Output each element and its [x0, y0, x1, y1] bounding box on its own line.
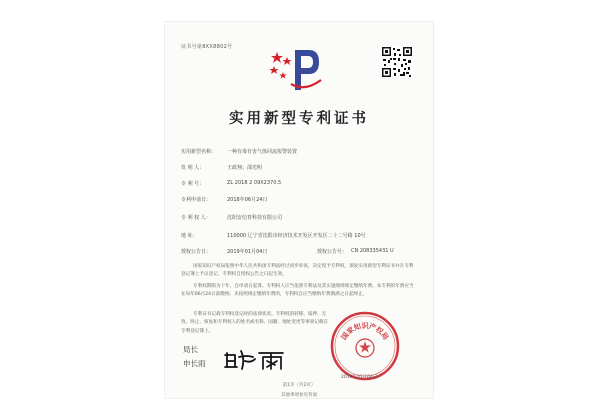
- certificate-title: 实用新型专利证书: [229, 110, 369, 127]
- patent-certificate: [165, 22, 433, 398]
- legal-status-paragraph: [181, 311, 331, 336]
- legal-status-text: 专利证书记载专利权登记时的法律状况。专利权的转移、质押、无效、终止、恢复和专利权人的姓名或名称、国籍、地址变更等事项记载在专利登记簿上。: [181, 312, 329, 334]
- grant-date-label: 授权公告日：: [181, 249, 212, 255]
- grant-date-value: 2019年01月04日: [227, 249, 268, 255]
- patent-office-emblem-icon: [265, 44, 325, 96]
- patentee-value: 沈阳安信育科技有限公司: [227, 215, 283, 221]
- patent-number-value: ZL 2018 2 09X2370.5: [227, 180, 282, 186]
- grant-statement-text: 国家知识产权局依照中华人民共和国专利法经过初步审查，决定授予专利权，颁发实用新型专利证书并在专利登记簿上予以登记。专利权自授权公告之日起生效。: [181, 264, 414, 278]
- director-title: 局长: [183, 345, 198, 354]
- signature-icon: [223, 347, 288, 372]
- address-value: 110000 辽宁省沈阳市经济技术开发区开发区二十二号路 10号: [227, 233, 366, 239]
- grant-number-value: CN 208335431 U: [351, 248, 394, 254]
- name-label: 实用新型名称：: [181, 149, 217, 155]
- inventor-label: 发 明 人：: [181, 165, 205, 171]
- grant-number-label: 授权公告号：: [317, 249, 348, 255]
- official-seal-icon: [329, 310, 401, 382]
- svg-text:国家知识产权局: [339, 321, 390, 341]
- seal-text: 国家知识产权局: [340, 322, 390, 342]
- term-paragraph: [181, 283, 417, 308]
- seal-date: 2019年01月04日: [341, 375, 378, 380]
- name-value: 一种有毒有害气体回流报警装置: [227, 149, 298, 155]
- patentee-label: 专 利 权 人：: [181, 215, 211, 221]
- patent-number-label: 专 利 号：: [181, 181, 205, 187]
- filing-date-label: 专利申请日：: [181, 197, 212, 203]
- footer-note: 其他事项参见背面: [281, 393, 317, 398]
- qr-code-icon: [381, 46, 413, 78]
- certificate-number: 证书号第8XX8802号: [181, 44, 233, 50]
- term-text: 专利权期限为十年，自申请日起算。专利权人应当依照专利法及其实施细则规定缴纳年费。本专利的年费应当在每年06月24日前缴纳。未按照规定缴纳年费的，专利权自应当缴纳年费期满之日起终止。: [181, 284, 414, 298]
- filing-date-value: 2018年06月24日: [227, 197, 268, 203]
- address-label: 地 址：: [181, 233, 198, 239]
- page-number: 第1页（共2页）: [282, 383, 316, 388]
- director-name: 申长雨: [183, 359, 206, 368]
- inventor-value: 王政翔；邵光明: [227, 165, 263, 171]
- grant-statement-paragraph: [181, 263, 417, 280]
